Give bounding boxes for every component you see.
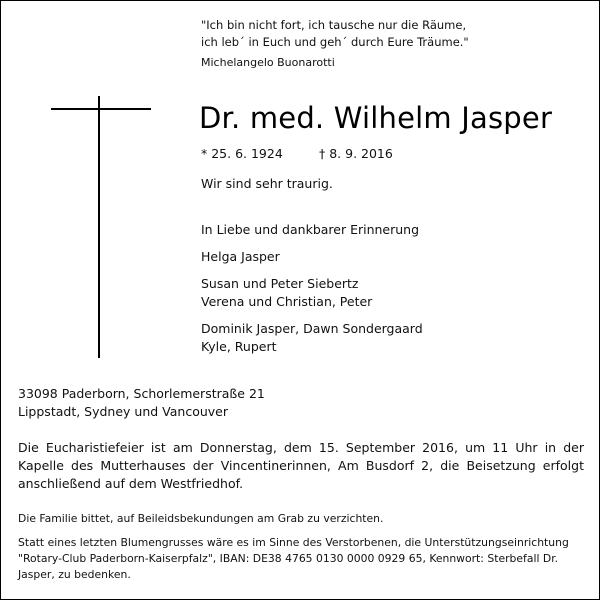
address-line-2: Lippstadt, Sydney und Vancouver — [18, 404, 228, 419]
mourners-list — [201, 221, 423, 356]
statement: Wir sind sehr traurig. — [201, 176, 333, 191]
family-address — [18, 385, 265, 421]
mourner-line: Dominik Jasper, Dawn Sondergaard — [201, 321, 423, 336]
mourner-group — [201, 275, 423, 311]
birth-date: * 25. 6. 1924 — [201, 146, 283, 161]
mourner-line: Kyle, Rupert — [201, 339, 277, 354]
death-date: † 8. 9. 2016 — [319, 146, 393, 161]
cross-icon — [51, 96, 151, 358]
quote-author: Michelangelo Buonarotti — [201, 56, 335, 69]
service-announcement: Die Eucharistiefeier ist am Donnerstag, dem 15. September 2016, um 11 Uhr in der Kapelle des Mutterhauses der Vincentinerinnen, Am Busdorf 2, die Beisetzung erfolgt anschließend auf dem Westfriedhof. — [18, 440, 584, 491]
quote-line-1: "Ich bin nicht fort, ich tausche nur die Räume, — [201, 18, 467, 32]
mourner-group — [201, 320, 423, 356]
donation-request: Statt eines letzten Blumengrusses wäre es im Sinne des Verstorbenen, die Unterstützungseinrichtung "Rotary-Club Paderborn-Kaiserpfalz", IBAN: DE38 4765 0130 0000 0929 65, Kennwort: Sterbefall Dr. Jasper, zu bedenken. — [18, 536, 569, 581]
condolence-note: Die Familie bittet, auf Beileidsbekundungen am Grab zu verzichten. — [18, 512, 384, 525]
address-line-1: 33098 Paderborn, Schorlemerstraße 21 — [18, 386, 265, 401]
deceased-name: Dr. med. Wilhelm Jasper — [199, 101, 553, 135]
mourners-intro: In Liebe und dankbarer Erinnerung — [201, 222, 420, 237]
mourner-line: Verena und Christian, Peter — [201, 294, 373, 309]
quote-line-2: ich leb´ in Euch und geh´ durch Eure Träume." — [201, 35, 469, 49]
mourner-line: Susan und Peter Siebertz — [201, 276, 359, 291]
mourner-line: Helga Jasper — [201, 249, 280, 264]
mourner-group — [201, 248, 423, 266]
quote — [201, 17, 469, 51]
